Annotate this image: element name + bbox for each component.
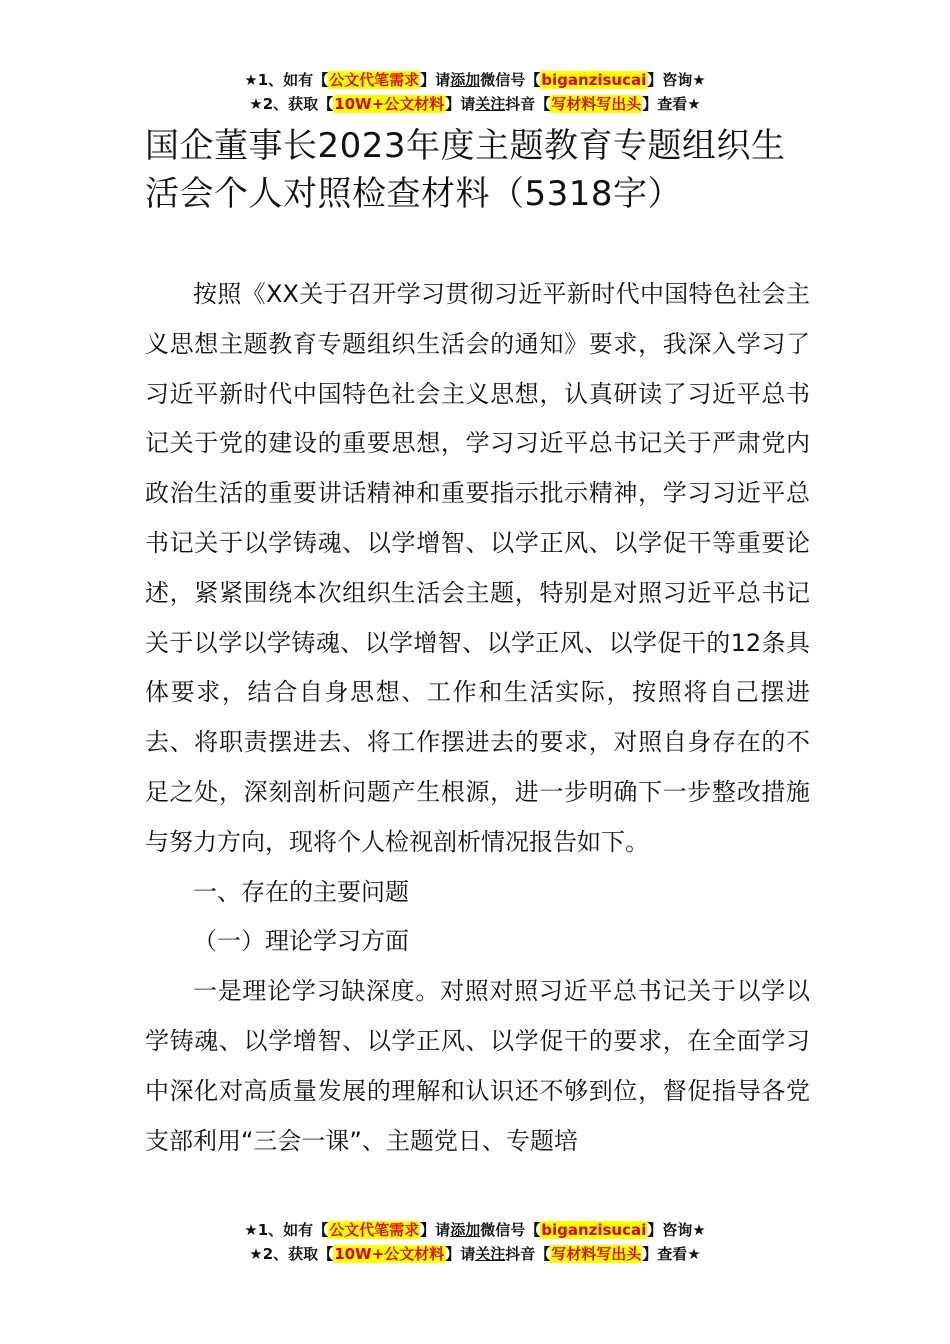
promo-text: 微信号【 [480,71,541,89]
promo-text: 微信号【 [480,1221,541,1239]
paragraph-item: 一是理论学习缺深度。对照对照习近平总书记关于以学以学铸魂、以学增智、以学正风、以学促干的要求，在全面学习中深化对高质量发展的理解和认识还不够到位，督促指导各党支部利用“三会一课”、主题党日、专题培 [145,977,810,1155]
promo-text: 】查看★ [642,95,701,113]
document-body [145,270,810,1166]
promo-line-1 [0,1218,950,1242]
promo-text: 】咨询★ [647,71,706,89]
promo-text: ★1、如有【 [244,1221,329,1239]
promo-text: ★2、获取【 [249,1245,334,1263]
promo-line-2 [0,1242,950,1266]
promo-text: 】请 [420,71,451,89]
promo-text: 】请 [445,95,476,113]
promo-emphasis: 添加 [450,71,481,89]
promo-text: 抖音【 [505,1245,551,1263]
paragraph-intro: 按照《XX关于召开学习贯彻习近平新时代中国特色社会主义思想主题教育专题组织生活会的通知》要求，我深入学习了习近平新时代中国特色社会主义思想，认真研读了习近平总书记关于党的建设的重要思想，学习习近平总书记关于严肃党内政治生活的重要讲话精神和重要指示批示精神，学习习近平总书记关于以学铸魂、以学增智、以学正风、以学促干等重要论述，紧紧围绕本次组织生活会主题，特别是对照习近平总书记关于以学以学铸魂、以学增智、以学正风、以学促干的12条具体要求，结合自身思想、工作和生活实际，按照将自己摆进去、将职责摆进去、将工作摆进去的要求，对照自身存在的不足之处，深刻剖析问题产生根源，进一步明确下一步整改措施与努力方向，现将个人检视剖析情况报告如下。 [145,280,810,856]
promo-banner-top [0,68,950,116]
promo-text: 】咨询★ [647,1221,706,1239]
promo-highlight: biganzisucai [541,71,647,89]
promo-highlight: 写材料写出头 [551,95,642,113]
promo-highlight: biganzisucai [541,1221,647,1239]
promo-text: 抖音【 [505,95,551,113]
section-heading: 一、存在的主要问题 [193,877,409,906]
promo-highlight: 写材料写出头 [551,1245,642,1263]
promo-banner-bottom [0,1218,950,1266]
promo-text: 】请 [445,1245,476,1263]
promo-emphasis: 关注 [475,1245,506,1263]
promo-highlight: 10W+公文材料 [334,1245,445,1263]
subsection-heading: （一）理论学习方面 [193,927,409,956]
promo-highlight: 公文代笔需求 [329,1221,420,1239]
document-title: 国企董事长2023年度主题教育专题组织生活会个人对照检查材料（5318字） [145,126,786,214]
promo-highlight: 10W+公文材料 [334,95,445,113]
promo-text: 】查看★ [642,1245,701,1263]
promo-text: ★2、获取【 [249,95,334,113]
promo-text: ★1、如有【 [244,71,329,89]
promo-line-1 [0,68,950,92]
promo-text: 】请 [420,1221,451,1239]
promo-highlight: 公文代笔需求 [329,71,420,89]
promo-emphasis: 添加 [450,1221,481,1239]
promo-emphasis: 关注 [475,95,506,113]
promo-line-2 [0,92,950,116]
